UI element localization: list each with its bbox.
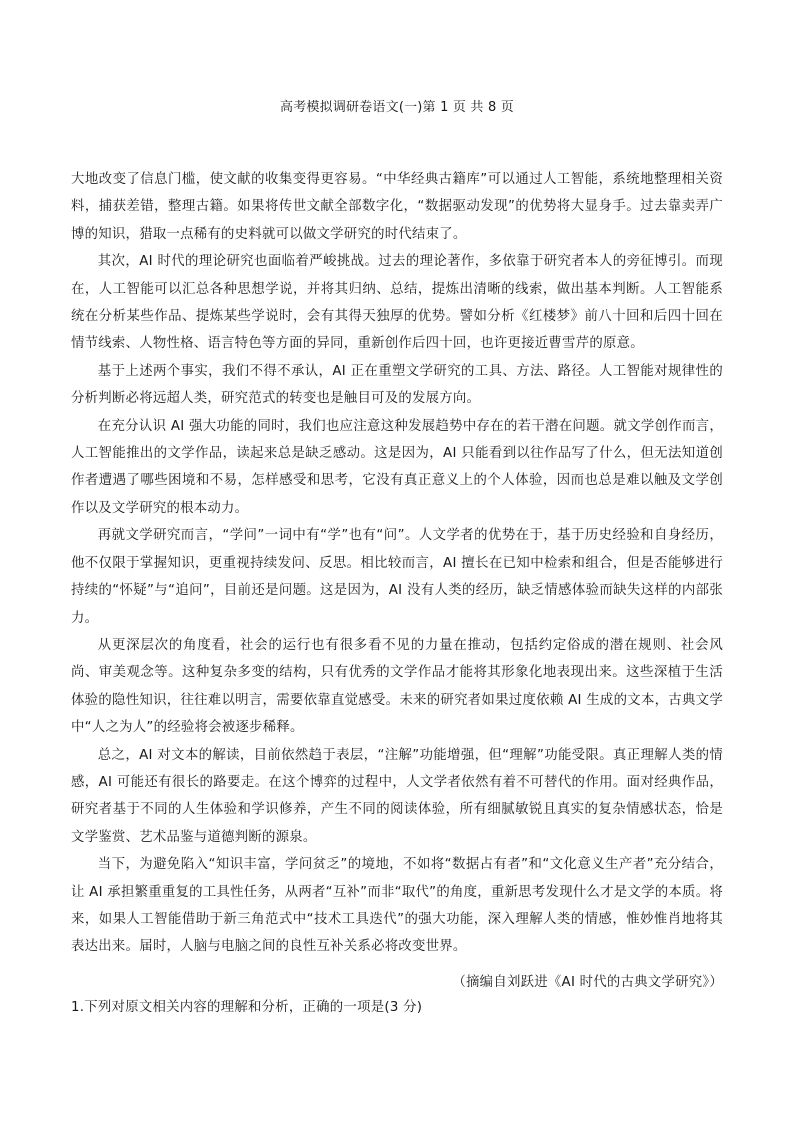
article-body (71, 166, 723, 961)
article-paragraph: 大地改变了信息门槛，使文献的收集变得更容易。“中华经典古籍库”可以通过人工智能，系统地整理相关资料，捕获差错，整理古籍。如果将传世文献全部数字化，“数据驱动发现”的优势将大显身手。过去靠卖弄广博的知识，猎取一点稀有的史料就可以做文学研究的时代结束了。 (71, 172, 723, 242)
article-paragraph: 总之，AI 对文本的解读，目前依然趋于表层，“注解”功能增强，但“理解”功能受限。真正理解人类的情感，AI 可能还有很长的路要走。在这个博弈的过程中，人文学者依然有着不可替代的作用。面对经典作品，研究者基于不同的人生体验和学识修养，产生不同的阅读体验，所有细腻敏锐且真实的复杂情感状态，恰是文学鉴赏、艺术品鉴与道德判断的源泉。 (71, 747, 723, 845)
article-paragraph: 再就文学研究而言，“学问”一词中有“学”也有“问”。人文学者的优势在于，基于历史经验和自身经历，他不仅限于掌握知识，更重视持续发问、反思。相比较而言，AI 擅长在已知中检索和组合，但是否能够进行持续的“怀疑”与“追问”，目前还是问题。这是因为，AI 没有人类的经历，缺乏情感体验而缺失这样的内部张力。 (71, 528, 723, 626)
article-paragraph: 其次，AI 时代的理论研究也面临着严峻挑战。过去的理论著作，多依靠于研究者本人的旁征博引。而现在，人工智能可以汇总各种思想学说，并将其归纳、总结，提炼出清晰的线索，做出基本判断。人工智能系统在分析某些作品、提炼某些学说时，会有其得天独厚的优势。譬如分析《红楼梦》前八十回和后四十回在情节线索、人物性格、语言特色等方面的异同，重新创作后四十回，也许更接近曹雪芹的原意。 (71, 254, 723, 352)
article-paragraph: 从更深层次的角度看，社会的运行也有很多看不见的力量在推动，包括约定俗成的潜在规则、社会风尚、审美观念等。这种复杂多变的结构，只有优秀的文学作品才能将其形象化地表现出来。这些深植于生活体验的隐性知识，往往难以明言，需要依靠直觉感受。未来的研究者如果过度依赖 AI 生成的文本，古典文学中“人之为人”的经验将会被逐步稀释。 (71, 637, 723, 736)
article-paragraph: 当下，为避免陷入“知识丰富，学问贫乏”的境地，不如将“数据占有者”和“文化意义生产者”充分结合，让 AI 承担繁重重复的工具性任务，从两者“互补”而非“取代”的角度，重新思考发现什么才是文学的本质。将来，如果人工智能借助于新三角范式中“技术工具迭代”的强大功能，深入理解人类的情感，惟妙惟肖地将其表达出来。届时，人脑与电脑之间的良性互补关系必将改变世界。 (71, 857, 723, 955)
question-1-prompt: 1.下列对原文相关内容的理解和分析，正确的一项是(3 分) (71, 1000, 423, 1015)
article-paragraph: 基于上述两个事实，我们不得不承认，AI 正在重塑文学研究的工具、方法、路径。人工智能对规律性的分析判断必将远超人类，研究范式的转变也是触目可及的发展方向。 (71, 363, 723, 407)
article-paragraph: 在充分认识 AI 强大功能的同时，我们也应注意这种发展趋势中存在的若干潜在问题。就文学创作而言，人工智能推出的文学作品，读起来总是缺乏感动。这是因为，AI 只能看到以往作品写了什么，但无法知道创作者遭遇了哪些困境和不易，怎样感受和思考，它没有真正意义上的个人体验，因而也总是难以触及文学创作以及文学研究的根本动力。 (71, 418, 723, 516)
page-header: 高考模拟调研卷语文(一)第 1 页 共 8 页 (280, 100, 514, 115)
article-attribution: （摘编自刘跃进《AI 时代的古典文学研究》） (452, 975, 723, 990)
